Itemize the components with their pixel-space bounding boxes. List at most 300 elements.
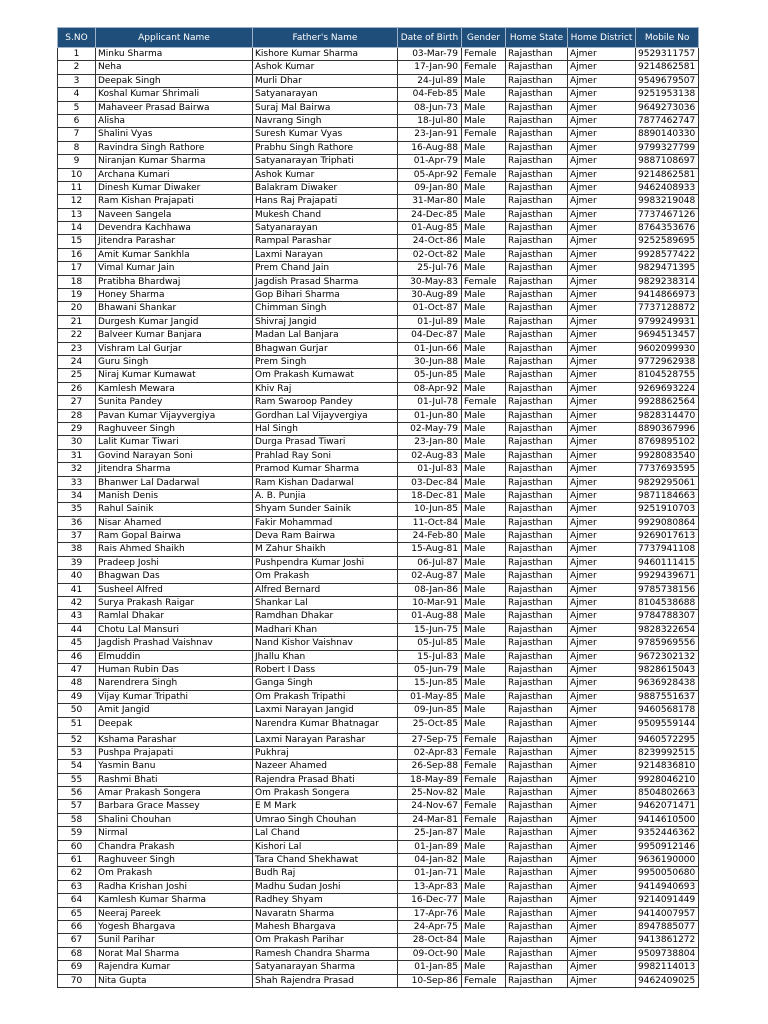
table-row (58, 974, 699, 987)
cell-applicant-name: Nirmal (96, 827, 253, 840)
cell-fathers-name: Deva Ram Bairwa (253, 530, 398, 543)
cell-date-of-birth: 01-Jul-83 (398, 463, 462, 476)
cell-home-state: Rajasthan (506, 195, 568, 208)
table-row (58, 489, 699, 502)
table-row (58, 947, 699, 960)
cell-mobile-no: 9828322654 (636, 623, 699, 636)
cell-date-of-birth: 24-Nov-67 (398, 800, 462, 813)
cell-mobile-no: 9828314470 (636, 409, 699, 422)
cell-fathers-name: Satyanarayan (253, 222, 398, 235)
cell-home-state: Rajasthan (506, 222, 568, 235)
table-row (58, 854, 699, 867)
cell-home-district: Ajmer (568, 961, 636, 974)
cell-home-state: Rajasthan (506, 597, 568, 610)
cell-sno: 13 (58, 208, 96, 221)
cell-home-state: Rajasthan (506, 704, 568, 717)
cell-gender: Male (462, 101, 506, 114)
cell-mobile-no: 9413861272 (636, 934, 699, 947)
cell-fathers-name: Madhu Sudan Joshi (253, 880, 398, 893)
table-row (58, 570, 699, 583)
cell-sno: 68 (58, 947, 96, 960)
cell-mobile-no: 8764353676 (636, 222, 699, 235)
header-fathers-name: Father's Name (253, 28, 398, 48)
cell-gender: Male (462, 476, 506, 489)
table-row (58, 530, 699, 543)
cell-fathers-name: Balakram Diwaker (253, 181, 398, 194)
cell-applicant-name: Human Rubin Das (96, 663, 253, 676)
cell-gender: Male (462, 516, 506, 529)
cell-mobile-no: 8890367996 (636, 422, 699, 435)
cell-applicant-name: Chandra Prakash (96, 840, 253, 853)
cell-applicant-name: Narendrera Singh (96, 677, 253, 690)
cell-fathers-name: Ganga Singh (253, 677, 398, 690)
cell-fathers-name: Umrao Singh Chouhan (253, 813, 398, 826)
cell-home-state: Rajasthan (506, 382, 568, 395)
cell-gender: Male (462, 543, 506, 556)
cell-home-state: Rajasthan (506, 840, 568, 853)
cell-home-district: Ajmer (568, 195, 636, 208)
cell-home-state: Rajasthan (506, 208, 568, 221)
cell-fathers-name: Pukhraj (253, 746, 398, 759)
cell-fathers-name: Narendra Kumar Bhatnagar (253, 717, 398, 733)
cell-mobile-no: 9829238314 (636, 275, 699, 288)
cell-mobile-no: 8239992515 (636, 746, 699, 759)
cell-fathers-name: Chimman Singh (253, 302, 398, 315)
cell-mobile-no: 8104528755 (636, 369, 699, 382)
table-row (58, 880, 699, 893)
cell-sno: 30 (58, 436, 96, 449)
header-date-of-birth: Date of Birth (398, 28, 462, 48)
cell-fathers-name: Mukesh Chand (253, 208, 398, 221)
cell-applicant-name: Pratibha Bhardwaj (96, 275, 253, 288)
cell-mobile-no: 9462408933 (636, 181, 699, 194)
cell-home-district: Ajmer (568, 114, 636, 127)
cell-fathers-name: Om Prakash (253, 570, 398, 583)
cell-fathers-name: Navrang Singh (253, 114, 398, 127)
cell-fathers-name: Robert I Dass (253, 663, 398, 676)
cell-mobile-no: 7877462747 (636, 114, 699, 127)
cell-home-district: Ajmer (568, 396, 636, 409)
cell-home-district: Ajmer (568, 302, 636, 315)
cell-home-district: Ajmer (568, 476, 636, 489)
table-row (58, 168, 699, 181)
cell-gender: Male (462, 208, 506, 221)
cell-home-district: Ajmer (568, 61, 636, 74)
cell-fathers-name: Suraj Mal Bairwa (253, 101, 398, 114)
cell-mobile-no: 9928083540 (636, 449, 699, 462)
table-row (58, 610, 699, 623)
cell-date-of-birth: 08-Jan-86 (398, 583, 462, 596)
cell-mobile-no: 9460111415 (636, 556, 699, 569)
cell-gender: Male (462, 329, 506, 342)
cell-home-state: Rajasthan (506, 907, 568, 920)
cell-sno: 3 (58, 74, 96, 87)
cell-home-state: Rajasthan (506, 88, 568, 101)
cell-gender: Male (462, 840, 506, 853)
cell-sno: 8 (58, 141, 96, 154)
table-row (58, 74, 699, 87)
cell-fathers-name: Murli Dhar (253, 74, 398, 87)
cell-fathers-name: Ashok Kumar (253, 61, 398, 74)
cell-mobile-no: 9214862581 (636, 168, 699, 181)
cell-sno: 55 (58, 773, 96, 786)
cell-home-district: Ajmer (568, 947, 636, 960)
cell-fathers-name: Gordhan Lal Vijayvergiya (253, 409, 398, 422)
table-row (58, 409, 699, 422)
cell-sno: 32 (58, 463, 96, 476)
cell-fathers-name: Om Prakash Kumawat (253, 369, 398, 382)
cell-sno: 37 (58, 530, 96, 543)
cell-sno: 64 (58, 894, 96, 907)
cell-sno: 35 (58, 503, 96, 516)
cell-home-district: Ajmer (568, 342, 636, 355)
cell-sno: 57 (58, 800, 96, 813)
cell-fathers-name: Ramesh Chandra Sharma (253, 947, 398, 960)
cell-mobile-no: 9784788307 (636, 610, 699, 623)
table-row (58, 422, 699, 435)
cell-date-of-birth: 24-Mar-81 (398, 813, 462, 826)
cell-date-of-birth: 18-Jul-80 (398, 114, 462, 127)
cell-date-of-birth: 26-Sep-88 (398, 760, 462, 773)
cell-applicant-name: Manish Denis (96, 489, 253, 502)
cell-applicant-name: Amit Jangid (96, 704, 253, 717)
cell-applicant-name: Honey Sharma (96, 289, 253, 302)
cell-home-district: Ajmer (568, 690, 636, 703)
cell-mobile-no: 9529311757 (636, 48, 699, 61)
cell-mobile-no: 9460572295 (636, 733, 699, 746)
cell-home-state: Rajasthan (506, 570, 568, 583)
cell-gender: Male (462, 880, 506, 893)
cell-fathers-name: Tara Chand Shekhawat (253, 854, 398, 867)
cell-home-district: Ajmer (568, 181, 636, 194)
cell-sno: 66 (58, 921, 96, 934)
cell-home-state: Rajasthan (506, 315, 568, 328)
cell-date-of-birth: 15-Jun-75 (398, 623, 462, 636)
cell-applicant-name: Barbara Grace Massey (96, 800, 253, 813)
table-row (58, 717, 699, 733)
cell-fathers-name: Khiv Raj (253, 382, 398, 395)
table-row (58, 101, 699, 114)
cell-date-of-birth: 02-Apr-83 (398, 746, 462, 759)
cell-home-state: Rajasthan (506, 717, 568, 733)
cell-date-of-birth: 10-Mar-91 (398, 597, 462, 610)
cell-applicant-name: Pavan Kumar Vijayvergiya (96, 409, 253, 422)
cell-gender: Male (462, 436, 506, 449)
cell-date-of-birth: 02-Aug-83 (398, 449, 462, 462)
cell-fathers-name: Prahlad Ray Soni (253, 449, 398, 462)
cell-fathers-name: Bhagwan Gurjar (253, 342, 398, 355)
cell-fathers-name: Shah Rajendra Prasad (253, 974, 398, 987)
cell-date-of-birth: 09-Oct-90 (398, 947, 462, 960)
cell-fathers-name: Shivraj Jangid (253, 315, 398, 328)
cell-fathers-name: Suresh Kumar Vyas (253, 128, 398, 141)
cell-gender: Male (462, 610, 506, 623)
cell-date-of-birth: 15-Jun-85 (398, 677, 462, 690)
cell-applicant-name: Ravindra Singh Rathore (96, 141, 253, 154)
cell-sno: 62 (58, 867, 96, 880)
cell-home-district: Ajmer (568, 489, 636, 502)
cell-gender: Female (462, 800, 506, 813)
cell-date-of-birth: 01-Jul-78 (398, 396, 462, 409)
cell-sno: 61 (58, 854, 96, 867)
cell-home-state: Rajasthan (506, 168, 568, 181)
cell-date-of-birth: 10-Sep-86 (398, 974, 462, 987)
table-row (58, 733, 699, 746)
cell-gender: Female (462, 773, 506, 786)
table-row (58, 302, 699, 315)
cell-home-state: Rajasthan (506, 181, 568, 194)
cell-date-of-birth: 31-Mar-80 (398, 195, 462, 208)
cell-home-district: Ajmer (568, 449, 636, 462)
cell-applicant-name: Neeraj Pareek (96, 907, 253, 920)
cell-applicant-name: Deepak (96, 717, 253, 733)
cell-date-of-birth: 09-Jun-85 (398, 704, 462, 717)
cell-mobile-no: 9950912146 (636, 840, 699, 853)
cell-sno: 29 (58, 422, 96, 435)
cell-applicant-name: Radha Krishan Joshi (96, 880, 253, 893)
cell-gender: Male (462, 717, 506, 733)
table-row (58, 503, 699, 516)
cell-date-of-birth: 05-Jun-79 (398, 663, 462, 676)
cell-mobile-no: 9214862581 (636, 61, 699, 74)
cell-fathers-name: Fakir Mohammad (253, 516, 398, 529)
cell-home-district: Ajmer (568, 275, 636, 288)
table-row (58, 597, 699, 610)
cell-sno: 22 (58, 329, 96, 342)
header-row (58, 28, 699, 48)
table-row (58, 181, 699, 194)
cell-home-district: Ajmer (568, 637, 636, 650)
cell-gender: Male (462, 262, 506, 275)
cell-fathers-name: Kishori Lal (253, 840, 398, 853)
cell-home-district: Ajmer (568, 422, 636, 435)
cell-fathers-name: Hal Singh (253, 422, 398, 435)
cell-home-state: Rajasthan (506, 516, 568, 529)
cell-gender: Male (462, 663, 506, 676)
cell-fathers-name: Nazeer Ahamed (253, 760, 398, 773)
cell-date-of-birth: 13-Apr-83 (398, 880, 462, 893)
cell-home-district: Ajmer (568, 921, 636, 934)
cell-fathers-name: Lal Chand (253, 827, 398, 840)
cell-home-state: Rajasthan (506, 262, 568, 275)
cell-home-district: Ajmer (568, 208, 636, 221)
cell-date-of-birth: 01-Jan-71 (398, 867, 462, 880)
cell-mobile-no: 9462409025 (636, 974, 699, 987)
cell-sno: 67 (58, 934, 96, 947)
cell-date-of-birth: 17-Jan-90 (398, 61, 462, 74)
cell-date-of-birth: 30-Jun-88 (398, 355, 462, 368)
cell-mobile-no: 9509738804 (636, 947, 699, 960)
cell-fathers-name: Prabhu Singh Rathore (253, 141, 398, 154)
cell-home-district: Ajmer (568, 813, 636, 826)
cell-fathers-name: M Zahur Shaikh (253, 543, 398, 556)
cell-date-of-birth: 08-Apr-92 (398, 382, 462, 395)
cell-mobile-no: 9772962938 (636, 355, 699, 368)
cell-home-district: Ajmer (568, 556, 636, 569)
cell-gender: Male (462, 74, 506, 87)
cell-home-district: Ajmer (568, 827, 636, 840)
cell-gender: Male (462, 463, 506, 476)
cell-gender: Male (462, 570, 506, 583)
cell-home-district: Ajmer (568, 74, 636, 87)
cell-sno: 28 (58, 409, 96, 422)
cell-home-state: Rajasthan (506, 101, 568, 114)
cell-fathers-name: Jhallu Khan (253, 650, 398, 663)
cell-sno: 16 (58, 248, 96, 261)
cell-home-state: Rajasthan (506, 289, 568, 302)
cell-mobile-no: 9414866973 (636, 289, 699, 302)
cell-sno: 56 (58, 787, 96, 800)
cell-home-district: Ajmer (568, 894, 636, 907)
cell-home-state: Rajasthan (506, 74, 568, 87)
cell-gender: Male (462, 369, 506, 382)
cell-home-state: Rajasthan (506, 663, 568, 676)
cell-gender: Male (462, 503, 506, 516)
table-row (58, 114, 699, 127)
cell-date-of-birth: 03-Mar-79 (398, 48, 462, 61)
cell-fathers-name: Om Prakash Songera (253, 787, 398, 800)
cell-home-state: Rajasthan (506, 556, 568, 569)
cell-sno: 14 (58, 222, 96, 235)
cell-home-state: Rajasthan (506, 880, 568, 893)
cell-home-district: Ajmer (568, 289, 636, 302)
cell-mobile-no: 9636928438 (636, 677, 699, 690)
cell-sno: 33 (58, 476, 96, 489)
cell-home-district: Ajmer (568, 463, 636, 476)
cell-applicant-name: Mahaveer Prasad Bairwa (96, 101, 253, 114)
cell-home-district: Ajmer (568, 773, 636, 786)
cell-sno: 69 (58, 961, 96, 974)
cell-home-district: Ajmer (568, 101, 636, 114)
table-row (58, 369, 699, 382)
cell-gender: Male (462, 704, 506, 717)
cell-home-district: Ajmer (568, 436, 636, 449)
cell-sno: 70 (58, 974, 96, 987)
cell-mobile-no: 9829471395 (636, 262, 699, 275)
cell-home-state: Rajasthan (506, 128, 568, 141)
cell-date-of-birth: 01-May-85 (398, 690, 462, 703)
cell-home-state: Rajasthan (506, 114, 568, 127)
cell-applicant-name: Naveen Sangela (96, 208, 253, 221)
cell-applicant-name: Yogesh Bhargava (96, 921, 253, 934)
cell-gender: Male (462, 315, 506, 328)
cell-date-of-birth: 05-Apr-92 (398, 168, 462, 181)
cell-fathers-name: Om Prakash Tripathi (253, 690, 398, 703)
cell-sno: 19 (58, 289, 96, 302)
cell-gender: Male (462, 947, 506, 960)
cell-date-of-birth: 18-May-89 (398, 773, 462, 786)
cell-home-district: Ajmer (568, 623, 636, 636)
table-row (58, 663, 699, 676)
table-row (58, 583, 699, 596)
table-row (58, 262, 699, 275)
cell-gender: Male (462, 248, 506, 261)
cell-applicant-name: Ramlal Dhakar (96, 610, 253, 623)
cell-date-of-birth: 01-Jan-89 (398, 840, 462, 853)
cell-date-of-birth: 24-Dec-85 (398, 208, 462, 221)
cell-mobile-no: 9414940693 (636, 880, 699, 893)
cell-fathers-name: Prem Chand Jain (253, 262, 398, 275)
cell-sno: 2 (58, 61, 96, 74)
table-row (58, 315, 699, 328)
table-row (58, 800, 699, 813)
cell-sno: 58 (58, 813, 96, 826)
cell-mobile-no: 9785738156 (636, 583, 699, 596)
cell-fathers-name: Satyanarayan Sharma (253, 961, 398, 974)
table-row (58, 677, 699, 690)
cell-home-state: Rajasthan (506, 155, 568, 168)
cell-sno: 36 (58, 516, 96, 529)
cell-applicant-name: Devendra Kachhawa (96, 222, 253, 235)
cell-home-district: Ajmer (568, 530, 636, 543)
cell-mobile-no: 7737128872 (636, 302, 699, 315)
cell-home-state: Rajasthan (506, 760, 568, 773)
table-row (58, 690, 699, 703)
table-row (58, 61, 699, 74)
cell-home-state: Rajasthan (506, 141, 568, 154)
table-row (58, 813, 699, 826)
cell-applicant-name: Kamlesh Kumar Sharma (96, 894, 253, 907)
cell-date-of-birth: 11-Oct-84 (398, 516, 462, 529)
cell-applicant-name: Jitendra Sharma (96, 463, 253, 476)
cell-home-district: Ajmer (568, 610, 636, 623)
cell-date-of-birth: 09-Jan-80 (398, 181, 462, 194)
cell-home-state: Rajasthan (506, 409, 568, 422)
cell-sno: 7 (58, 128, 96, 141)
cell-date-of-birth: 25-Nov-82 (398, 787, 462, 800)
cell-date-of-birth: 01-Aug-85 (398, 222, 462, 235)
cell-applicant-name: Norat Mal Sharma (96, 947, 253, 960)
cell-gender: Male (462, 355, 506, 368)
cell-date-of-birth: 25-Oct-85 (398, 717, 462, 733)
cell-gender: Male (462, 155, 506, 168)
cell-home-district: Ajmer (568, 867, 636, 880)
cell-mobile-no: 8947885077 (636, 921, 699, 934)
table-row (58, 704, 699, 717)
cell-fathers-name: Laxmi Narayan Jangid (253, 704, 398, 717)
cell-fathers-name: Navaratn Sharma (253, 907, 398, 920)
cell-home-district: Ajmer (568, 974, 636, 987)
cell-gender: Male (462, 907, 506, 920)
cell-gender: Male (462, 583, 506, 596)
cell-sno: 59 (58, 827, 96, 840)
table-row (58, 128, 699, 141)
cell-date-of-birth: 01-Jul-89 (398, 315, 462, 328)
cell-home-state: Rajasthan (506, 894, 568, 907)
cell-date-of-birth: 04-Dec-87 (398, 329, 462, 342)
cell-fathers-name: Satyanarayan (253, 88, 398, 101)
cell-mobile-no: 9672302132 (636, 650, 699, 663)
table-row (58, 248, 699, 261)
cell-gender: Male (462, 449, 506, 462)
cell-date-of-birth: 23-Jan-80 (398, 436, 462, 449)
cell-gender: Male (462, 677, 506, 690)
cell-fathers-name: Jagdish Prasad Sharma (253, 275, 398, 288)
cell-mobile-no: 9414610500 (636, 813, 699, 826)
cell-applicant-name: Nita Gupta (96, 974, 253, 987)
cell-fathers-name: Nand Kishor Vaishnav (253, 637, 398, 650)
cell-mobile-no: 9928046210 (636, 773, 699, 786)
cell-gender: Male (462, 222, 506, 235)
table-row (58, 907, 699, 920)
cell-mobile-no: 9460568178 (636, 704, 699, 717)
header-home-state: Home State (506, 28, 568, 48)
cell-home-district: Ajmer (568, 746, 636, 759)
cell-sno: 40 (58, 570, 96, 583)
cell-fathers-name: Pramod Kumar Sharma (253, 463, 398, 476)
cell-sno: 27 (58, 396, 96, 409)
cell-sno: 50 (58, 704, 96, 717)
